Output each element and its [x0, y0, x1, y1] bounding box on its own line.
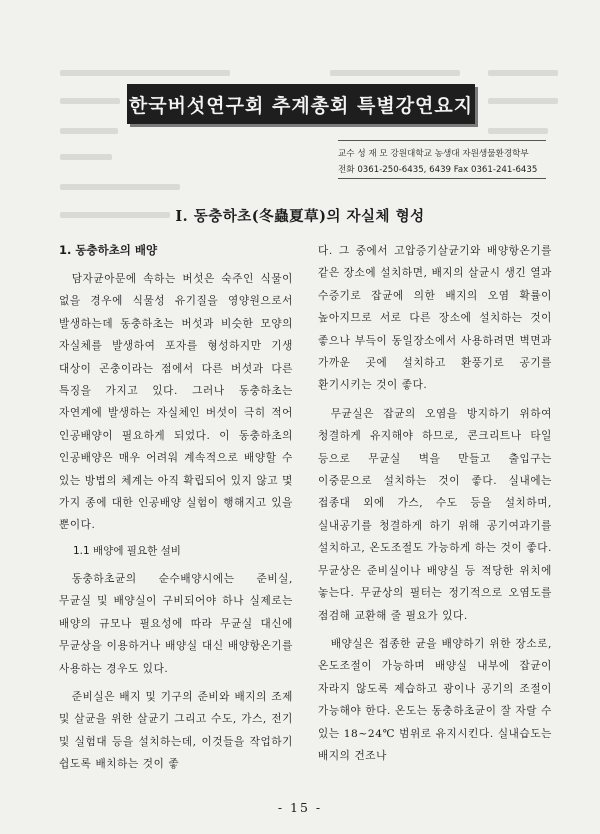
paragraph: 담자균아문에 속하는 버섯은 숙주인 식물이 없을 경우에 식물성 유기질을 영양원으로서 발생하는데 동충하초는 버섯과 비슷한 모양의 자실체를 발생하여 포자를 형성하지만 기생 대상이 곤충이라는 점에서 다른 버섯과 다른 특징을 가지고 있다. 그러나 동충하초는 자연계에 발생하는 자실체인 버섯이 극히 적어 인공배양이 필요하게 되었다. 이 동충하초의 인공배양은 매우 어려워 계속적으로 배양할 수 있는 방법의 체계는 아직 확립되어 있지 않고 몇 가지 종에 대한 인공배양 실험이 행해지고 있을 뿐이다.: [59, 273, 293, 532]
lecture-banner-title: 한국버섯연구회 추계총회 특별강연요지: [127, 84, 475, 124]
page-number: - 15 -: [277, 800, 323, 815]
left-column: [59, 240, 293, 782]
subheading-equipment: 1.1 배양에 필요한 설비: [73, 544, 181, 557]
paragraph: 배양실은 접종한 균을 배양하기 위한 장소로, 온도조절이 가능하며 배양실 내부에 잡균이 자라지 않도록 제습하고 광이나 공기의 조절이 가능해야 한다. 온도는 동충하초균이 잘 자랄 수 있는 18~24℃ 범위로 유지시킨다. 실내습도는 배지의 건조나: [318, 637, 552, 762]
heading-culture: 1. 동충하초의 배양: [59, 243, 158, 257]
paragraph: 다. 그 중에서 고압증기살균기와 배양항온기를 같은 장소에 설치하면, 배지의 살균시 생긴 열과 수증기로 잡균에 의한 배지의 오염 확률이 높아지므로 서로 다른 장소에 설치하는 것이 좋으나 부득이 동일장소에서 사용하려면 벽면과 가까운 곳에 설치하고 환풍기로 공기를 환기시키는 것이 좋다.: [318, 245, 552, 392]
paragraph: 준비실은 배지 및 기구의 준비와 배지의 조제 및 살균을 위한 살균기 그리고 수도, 가스, 전기 및 실험대 등을 설치하는데, 이것들을 작업하기 쉽도록 배치하는 것이 좋: [59, 690, 293, 771]
section-title: Ⅰ. 동충하초(冬蟲夏草)의 자실체 형성: [175, 208, 425, 225]
right-column: [318, 240, 552, 773]
paragraph: 동충하초균의 순수배양시에는 준비실, 무균실 및 배양실이 구비되어야 하나 실제로는 배양의 규모나 필요성에 따라 무균실 대신에 무균상을 이용하거나 배양실 대신 배양항온기를 사용하는 경우도 있다.: [59, 572, 293, 675]
paragraph: 무균실은 잡균의 오염을 방지하기 위하여 청결하게 유지해야 하므로, 콘크리트나 타일 등으로 무균실 벽을 만들고 출입구는 이중문으로 설치하는 것이 좋다. 실내에는 접종대 외에 가스, 수도 등을 설치하며, 실내공기를 청결하게 하기 위해 공기여과기를 설치하고, 온도조절도 가능하게 하는 것이 좋다. 무균상은 준비실이나 배양실 등 적당한 위치에 놓는다. 무균상의 필터는 정기적으로 오염도를 점검해 교환해 줄 필요가 있다.: [318, 407, 552, 622]
author-bottom-rule: [338, 178, 546, 179]
author-name-affiliation: 교수 성 재 모 강원대학교 농생대 자원생물환경학부: [338, 149, 529, 159]
author-info: [338, 146, 546, 178]
author-contact: 전화 0361-250-6435, 6439 Fax 0361-241-6435: [338, 165, 538, 175]
author-top-rule: [338, 140, 546, 141]
